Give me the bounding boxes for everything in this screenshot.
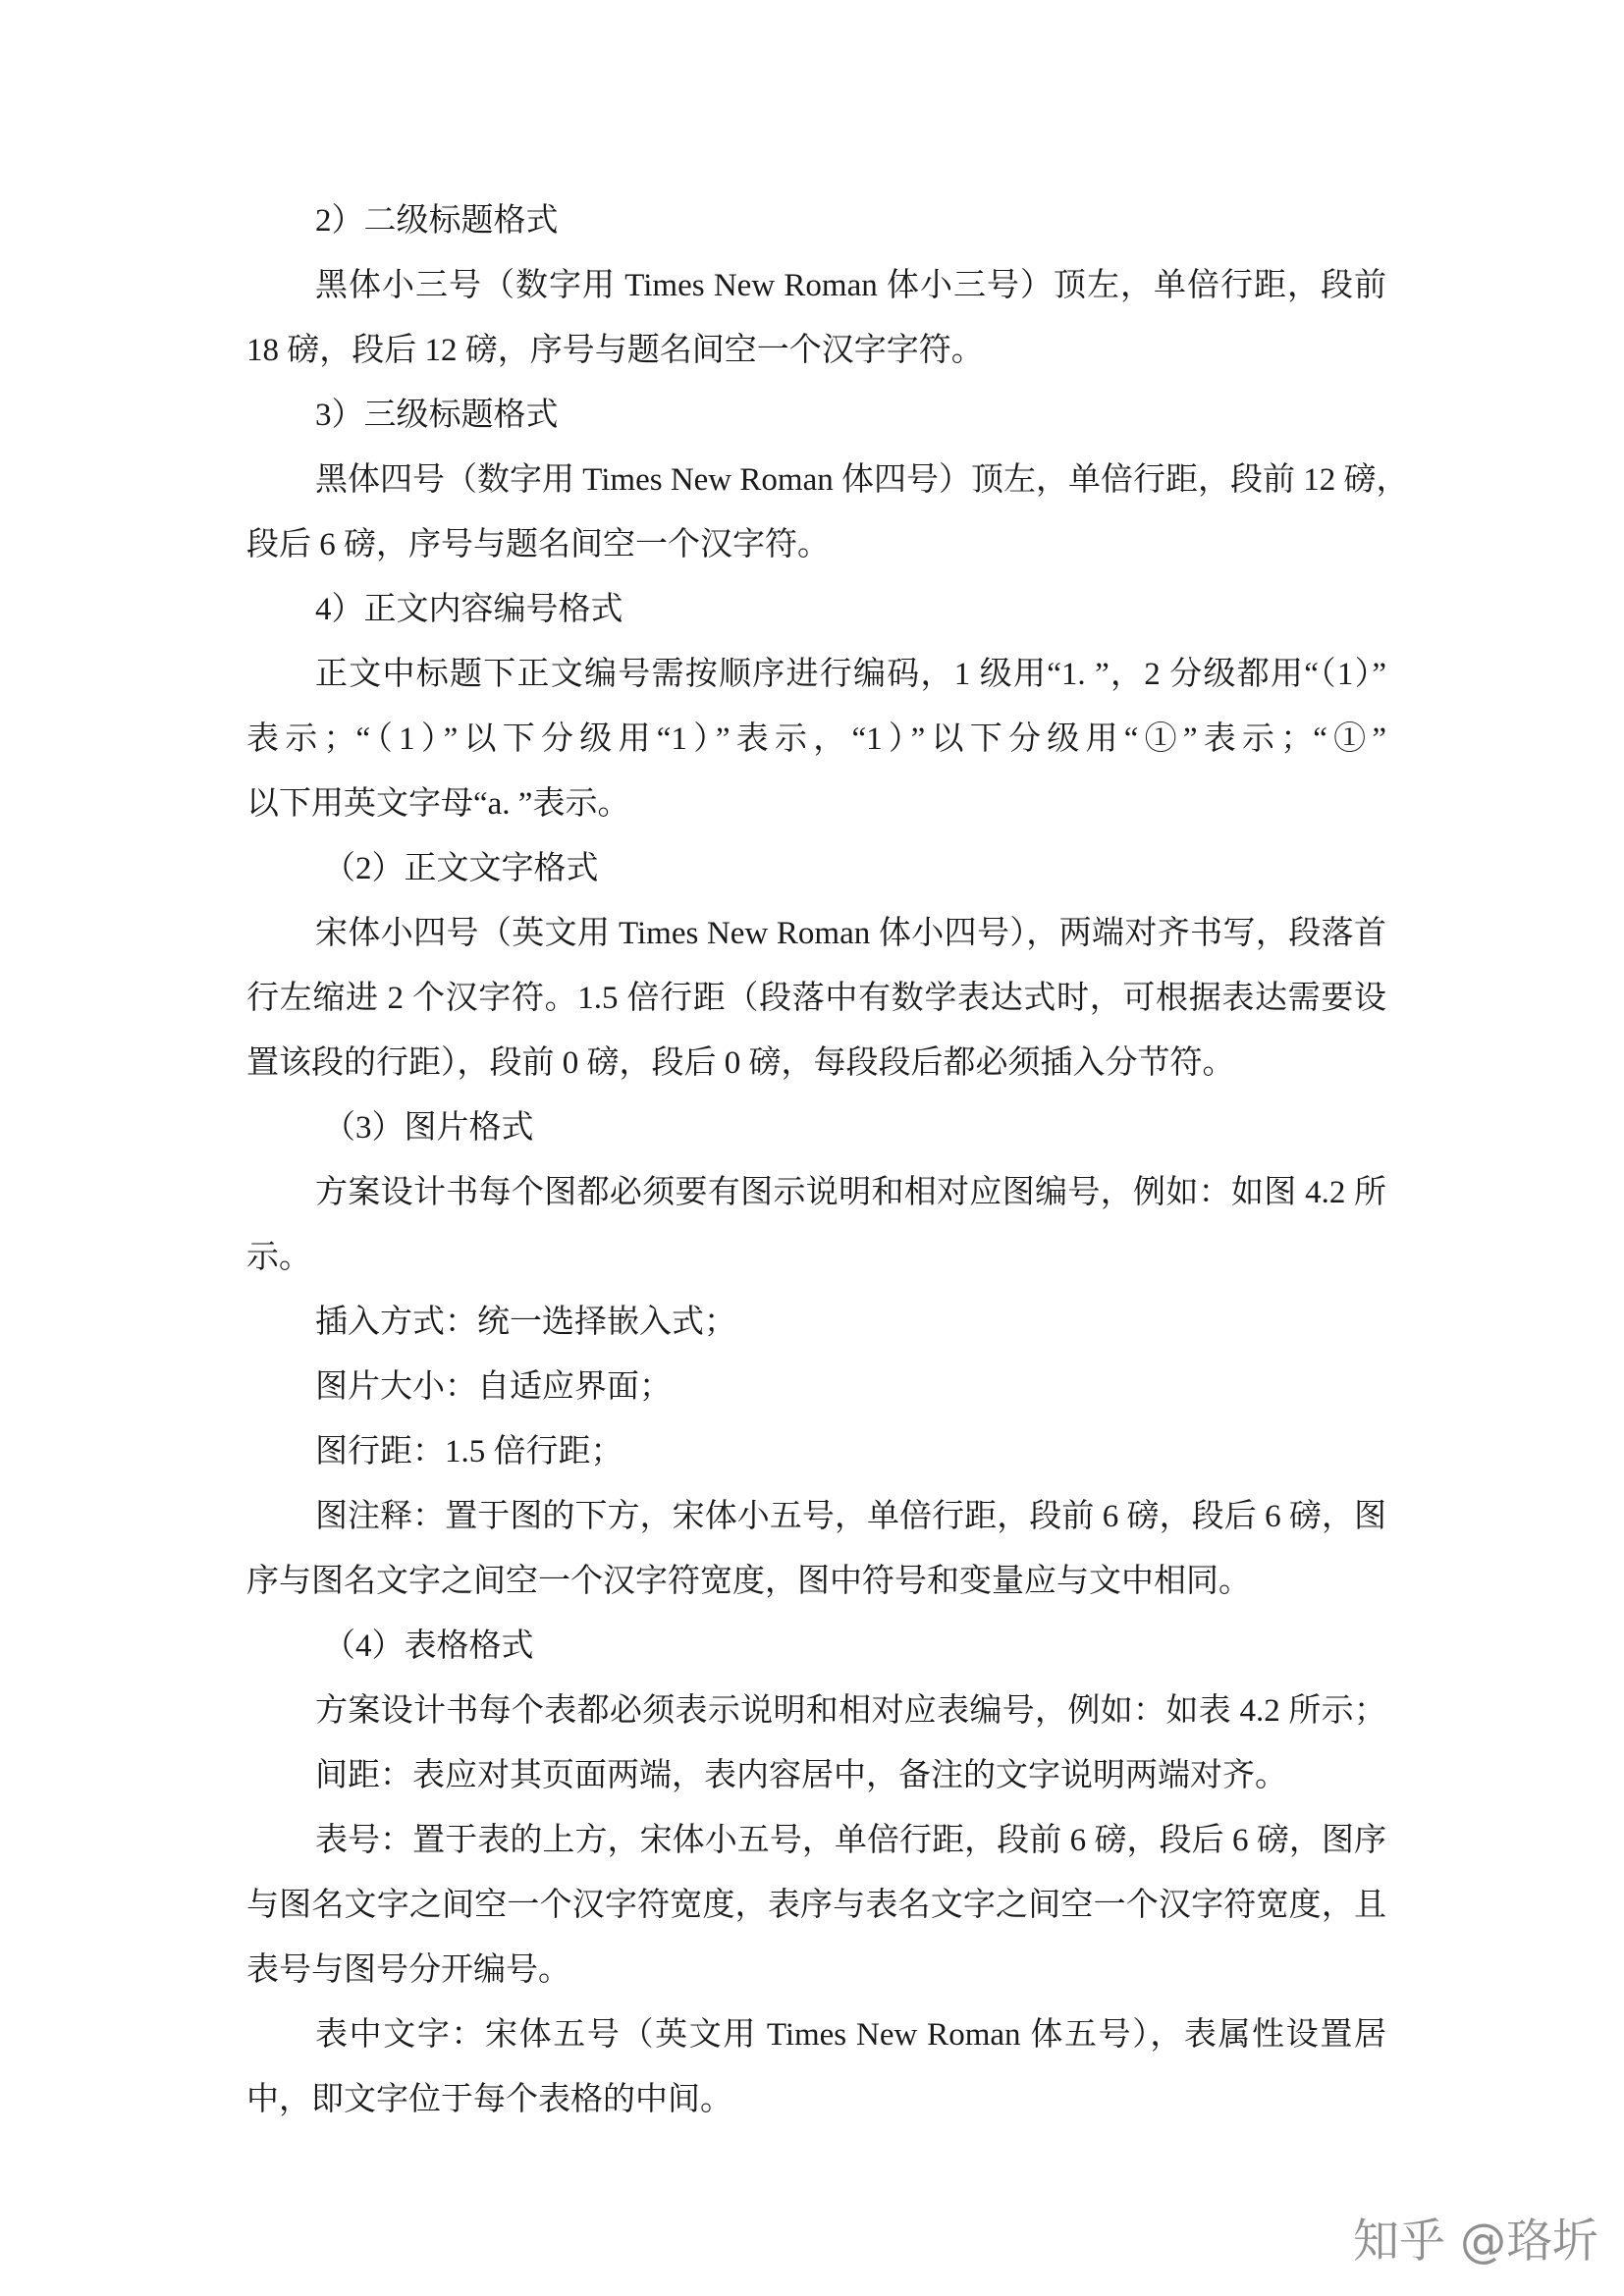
text-line: 与图名文字之间空一个汉字符宽度，表序与表名文字之间空一个汉字符宽度，且: [246, 1888, 1386, 1923]
text-line: 序与图名文字之间空一个汉字符宽度，图中符号和变量应与文中相同。: [246, 1564, 1251, 1599]
text-line: 黑体四号（数字用 Times New Roman 体四号）顶左，单倍行距，段前 12 磅，: [315, 462, 1409, 498]
text-line: 图注释：置于图的下方，宋体小五号，单倍行距，段前 6 磅，段后 6 磅，图: [315, 1499, 1386, 1534]
text-line: 置该段的行距），段前 0 磅，段后 0 磅，每段段后都必须插入分节符。: [246, 1045, 1235, 1081]
text-line: （4）表格格式: [323, 1629, 534, 1664]
text-line: 表示；“（1）”以下分级用“1）”表示，“1）”以下分级用“①”表示；“①”: [246, 721, 1386, 757]
text-line: 表号：置于表的上方，宋体小五号，单倍行距，段前 6 磅，段后 6 磅，图序: [315, 1823, 1386, 1858]
text-line: 行左缩进 2 个汉字符。1.5 倍行距（段落中有数学表达式时，可根据表达需要设: [246, 981, 1386, 1016]
text-line: 3）三级标题格式: [315, 398, 559, 433]
text-line: 示。: [246, 1240, 311, 1275]
zhihu-watermark: 知乎 @珞圻: [1353, 2215, 1598, 2269]
text-line: 段后 6 磅，序号与题名间空一个汉字符。: [246, 527, 830, 562]
text-line: 以下用英文字母“a. ”表示。: [246, 786, 630, 822]
text-line: 中，即文字位于每个表格的中间。: [246, 2082, 732, 2117]
text-line: 18 磅，段后 12 磅，序号与题名间空一个汉字字符。: [246, 333, 984, 368]
text-line: 图片大小：自适应界面；: [315, 1369, 672, 1405]
document-body: [246, 188, 1409, 2132]
text-line: 图行距：1.5 倍行距；: [315, 1434, 623, 1469]
text-line: 插入方式：统一选择嵌入式；: [315, 1305, 736, 1340]
text-line: （2）正文文字格式: [323, 851, 599, 886]
text-line: 方案设计书每个图都必须要有图示说明和相对应图编号，例如：如图 4.2 所: [315, 1175, 1386, 1210]
text-line: 宋体小四号（英文用 Times New Roman 体小四号），两端对齐书写，段落首: [315, 916, 1386, 951]
text-line: 正文中标题下正文编号需按顺序进行编码，1 级用“1. ”，2 分级都用“（1）”: [315, 657, 1386, 692]
text-line: 黑体小三号（数字用 Times New Roman 体小三号）顶左，单倍行距，段前: [315, 268, 1386, 303]
text-line: 表号与图号分开编号。: [246, 1952, 570, 1988]
text-line: 方案设计书每个表都必须表示说明和相对应表编号，例如：如表 4.2 所示；: [315, 1693, 1386, 1729]
text-line: 表中文字：宋体五号（英文用 Times New Roman 体五号），表属性设置居: [315, 2017, 1386, 2053]
text-line: （3）图片格式: [323, 1110, 534, 1146]
text-line: 2）二级标题格式: [315, 203, 559, 239]
text-line: 4）正文内容编号格式: [315, 592, 623, 627]
text-line: 间距：表应对其页面两端，表内容居中，备注的文字说明两端对齐。: [315, 1758, 1287, 1793]
